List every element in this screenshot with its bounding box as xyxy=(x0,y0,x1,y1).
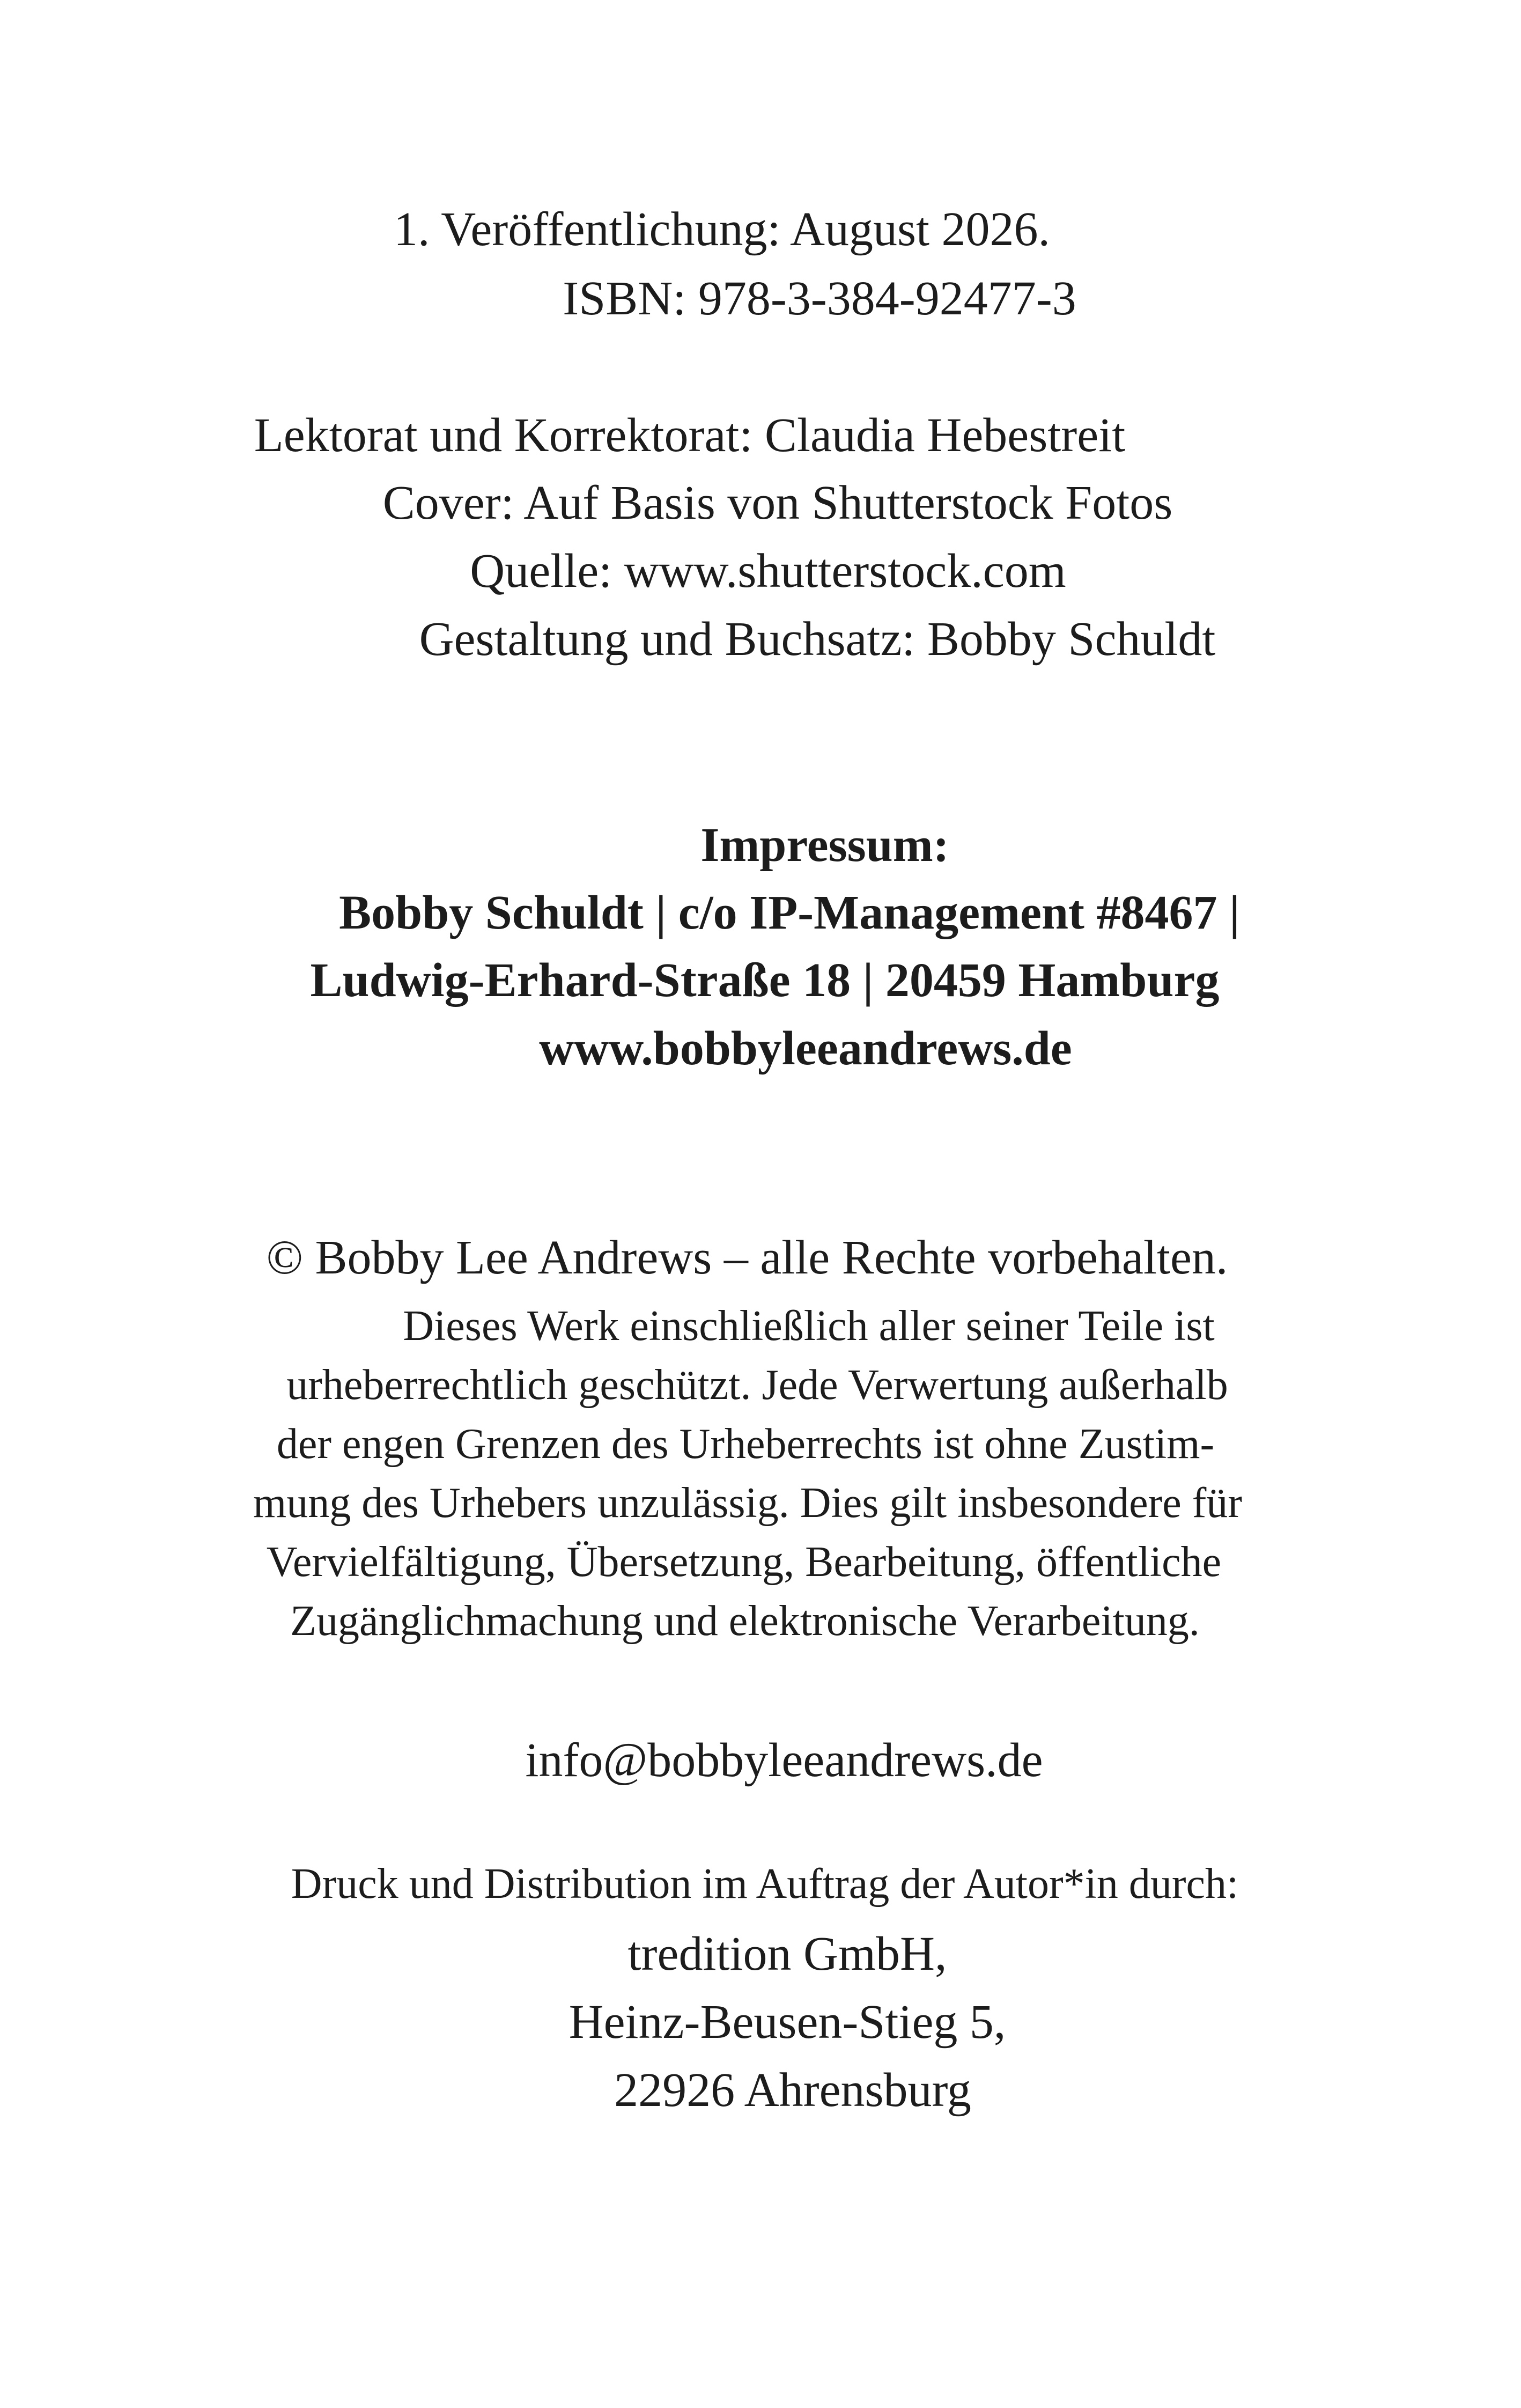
editing-credit: Lektorat und Korrektorat: Claudia Hebestreit xyxy=(254,409,1126,462)
copyright-notice: © Bobby Lee Andrews – alle Rechte vorbehalten. xyxy=(266,1231,1228,1284)
distribution-street: Heinz-Beusen-Stieg 5, xyxy=(568,1995,1006,2049)
copyright-text-line: Zugänglichmachung und elektronische Verarbeitung. xyxy=(290,1597,1200,1645)
contact-email: info@bobbyleeandrews.de xyxy=(525,1734,1043,1787)
copyright-text-line: Vervielfältigung, Übersetzung, Bearbeitung, öffentliche xyxy=(266,1538,1222,1586)
distribution-company: tredition GmbH, xyxy=(627,1927,947,1980)
copyright-text-line: der engen Grenzen des Urheberrechts ist ohne Zustim- xyxy=(276,1420,1215,1468)
copyright-text-line: urheberrechtlich geschützt. Jede Verwertung außerhalb xyxy=(286,1361,1228,1409)
impressum-website: www.bobbyleeandrews.de xyxy=(539,1022,1072,1075)
isbn-line: ISBN: 978-3-384-92477-3 xyxy=(563,272,1076,325)
distribution-intro: Druck und Distribution im Auftrag der Autor*in durch: xyxy=(291,1860,1239,1908)
impressum-address-line-1: Bobby Schuldt | c/o IP-Management #8467 | xyxy=(339,886,1240,939)
impressum-heading: Impressum: xyxy=(700,819,949,872)
copyright-text-line: mung des Urhebers unzulässig. Dies gilt insbesondere für xyxy=(253,1479,1243,1527)
design-credit: Gestaltung und Buchsatz: Bobby Schuldt xyxy=(419,613,1216,666)
distribution-city: 22926 Ahrensburg xyxy=(614,2064,971,2117)
copyright-text-line: Dieses Werk einschließlich aller seiner Teile ist xyxy=(403,1302,1215,1350)
cover-credit: Cover: Auf Basis von Shutterstock Fotos xyxy=(382,476,1173,529)
impressum-address-line-2: Ludwig-Erhard-Straße 18 | 20459 Hamburg xyxy=(310,954,1220,1007)
release-line: 1. Veröffentlichung: August 2026. xyxy=(393,203,1051,256)
source-credit: Quelle: www.shutterstock.com xyxy=(470,544,1066,598)
